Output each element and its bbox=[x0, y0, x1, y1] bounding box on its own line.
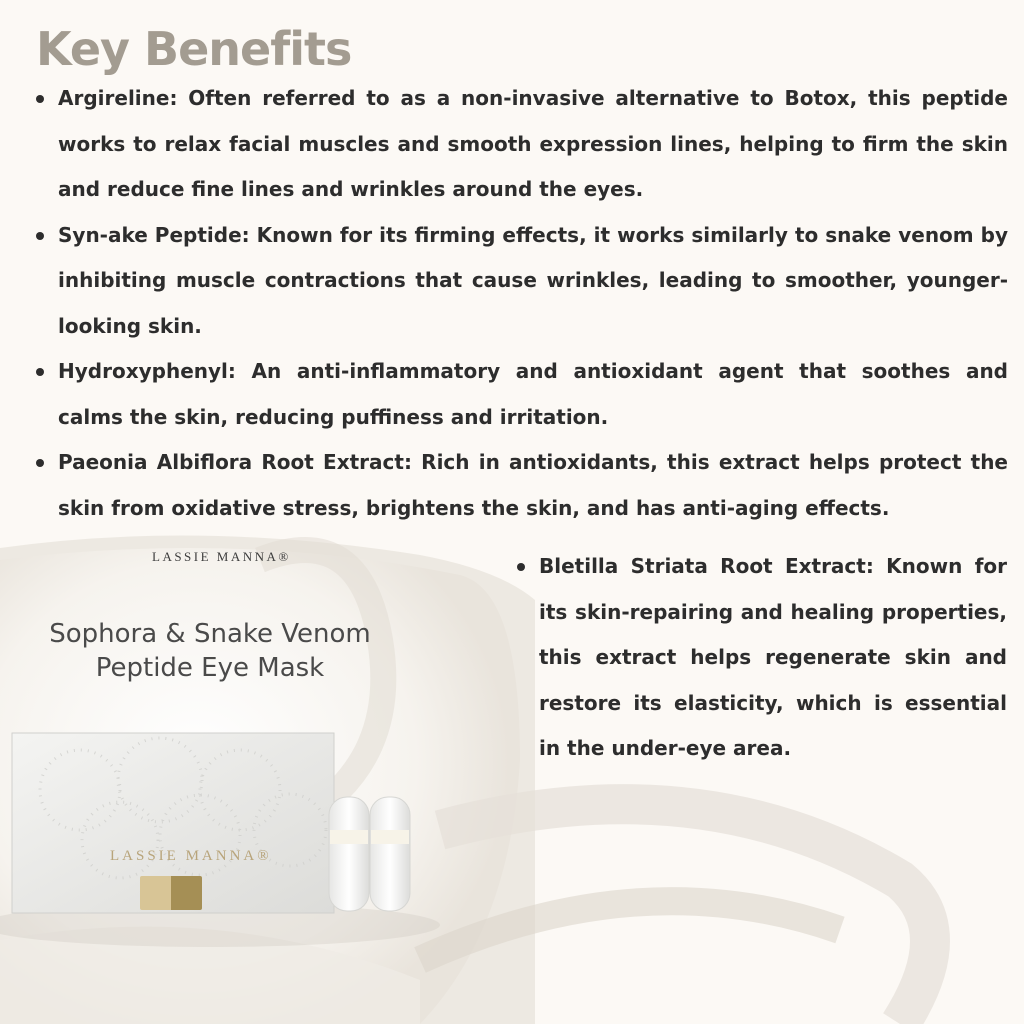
benefits-list bbox=[34, 76, 1008, 531]
benefit-item: Hydroxyphenyl: An anti-inflammatory and antioxidant agent that soothes and calms the skin, reducing puffiness and irritation. bbox=[34, 349, 1008, 440]
benefit-item: Syn-ake Peptide: Known for its firming effects, it works similarly to snake venom by inhibiting muscle contractions that cause wrinkles, leading to smoother, younger-looking skin. bbox=[34, 213, 1008, 350]
page-title: Key Benefits bbox=[36, 22, 352, 76]
benefit-item: Argireline: Often referred to as a non-invasive alternative to Botox, this peptide works to relax facial muscles and smooth expression lines, helping to firm the skin and reduce fine lines and wrinkles around the eyes. bbox=[34, 76, 1008, 213]
benefit-item: Bletilla Striata Root Extract: Known for its skin-repairing and healing properties, this extract helps regenerate skin and restore its elasticity, which is essential in the under-eye area. bbox=[515, 544, 1007, 772]
box-brand-logo: LASSIE MANNA® bbox=[110, 848, 272, 864]
benefit-item: Paeonia Albiflora Root Extract: Rich in antioxidants, this extract helps protect the skin from oxidative stress, brightens the skin, and has anti-aging effects. bbox=[34, 440, 1008, 531]
product-title-line1: Sophora & Snake Venom bbox=[49, 619, 371, 649]
product-title-line2: Peptide Eye Mask bbox=[95, 653, 325, 683]
product-title bbox=[20, 617, 400, 685]
benefits-list-secondary bbox=[515, 544, 1007, 772]
box-label bbox=[140, 876, 202, 910]
brand-logo: LASSIE MANNA® bbox=[152, 549, 291, 564]
